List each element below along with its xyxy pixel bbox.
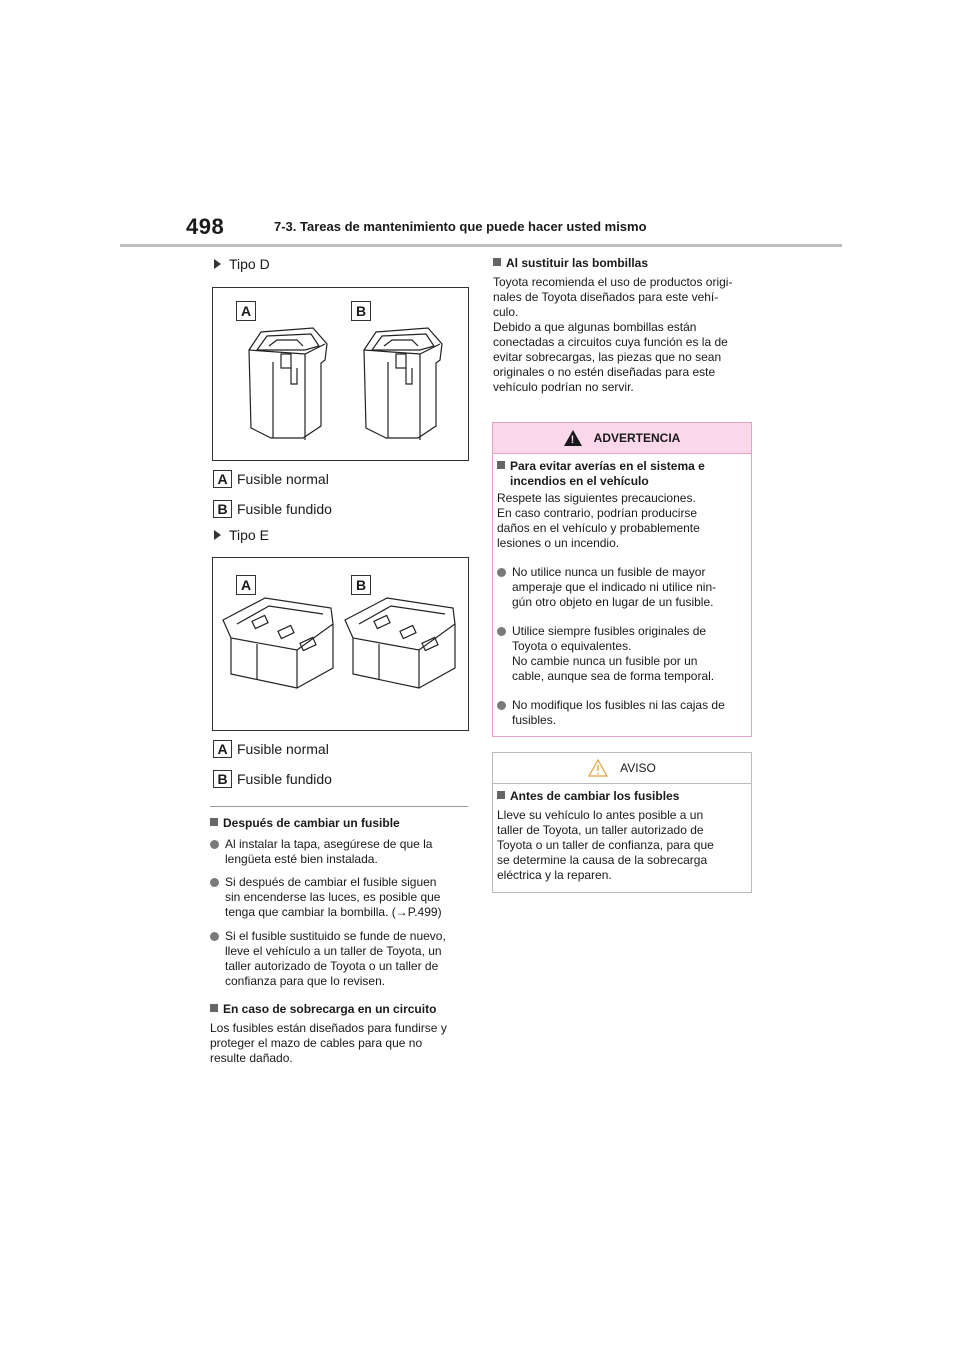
arrow-icon [214, 259, 221, 269]
section-divider [210, 806, 468, 807]
square-bullet-icon [497, 791, 505, 799]
legend-text: Fusible fundido [237, 501, 332, 517]
fuse-e-illustration [213, 558, 468, 730]
warning-heading: Para evitar averías en el sistema e incendios en el vehículo [497, 459, 705, 489]
bullet-dot-icon [497, 568, 506, 577]
warning-intro: Respete las siguientes precauciones. En caso contrario, podrían producirse daños en el vehículo y probablemente lesiones o un incendio. [497, 491, 700, 550]
bullet-dot-icon [210, 840, 219, 849]
square-bullet-icon [497, 461, 505, 469]
legend-type-e-b [213, 770, 332, 788]
warning-bullet-1: No utilice nunca un fusible de mayor amperaje que el indicado ni utilice nin- gún otro objeto en lugar de un fusible. [497, 565, 747, 610]
legend-letter: A [213, 740, 232, 758]
notice-header: AVISO [493, 753, 751, 784]
bulbs-heading: Al sustituir las bombillas [493, 256, 648, 270]
square-bullet-icon [493, 258, 501, 266]
overload-heading: En caso de sobrecarga en un circuito [210, 1002, 436, 1016]
notice-text: Lleve su vehículo lo antes posible a un taller de Toyota, un taller autorizado de Toyota o un taller de confianza, para que se determine la causa de la sobrecarga eléctrica y la reparen. [497, 808, 714, 882]
legend-type-d-a [213, 470, 329, 488]
figure-letter-a: A [236, 301, 256, 321]
legend-letter: B [213, 770, 232, 788]
page-number: 498 [186, 214, 225, 239]
section-title: 7-3. Tareas de mantenimiento que puede hacer usted mismo [274, 219, 647, 234]
notice-heading: Antes de cambiar los fusibles [497, 789, 679, 803]
warning-triangle-icon: ! [564, 430, 582, 446]
caution-triangle-icon [588, 759, 608, 777]
figure-type-e [212, 557, 469, 731]
figure-letter-b: B [351, 575, 371, 595]
bulbs-text: Toyota recomienda el uso de productos origi- nales de Toyota diseñados para este vehí- culo. Debido a que algunas bombillas están conectadas a circuitos cuya función es la de evitar sobrecargas, las piezas que no sean originales o no estén diseñadas para este vehículo podrían no servir. [493, 275, 733, 394]
header-rule [120, 244, 842, 247]
warning-box [492, 422, 752, 737]
arrow-icon [214, 530, 221, 540]
after-change-bullet-3: Si el fusible sustituido se funde de nuevo, lleve el vehículo a un taller de Toyota, un taller autorizado de Toyota o un taller de confianza para que lo revisen. [210, 929, 472, 989]
fuse-d-illustration [213, 288, 468, 460]
square-bullet-icon [210, 1004, 218, 1012]
figure-letter-a: A [236, 575, 256, 595]
bullet-dot-icon [497, 701, 506, 710]
bullet-dot-icon [210, 878, 219, 887]
figure-type-d [212, 287, 469, 461]
legend-text: Fusible fundido [237, 771, 332, 787]
figure-letter-b: B [351, 301, 371, 321]
after-change-bullet-1: Al instalar la tapa, asegúrese de que la lengüeta esté bien instalada. [210, 837, 472, 867]
warning-bullet-2: Utilice siempre fusibles originales de Toyota o equivalentes. No cambie nunca un fusible por un cable, aunque sea de forma temporal. [497, 624, 747, 684]
type-e-label [214, 527, 269, 543]
square-bullet-icon [210, 818, 218, 826]
warning-header: ! ADVERTENCIA [493, 423, 751, 454]
bullet-dot-icon [210, 932, 219, 941]
notice-box [492, 752, 752, 893]
warning-bullet-3: No modifique los fusibles ni las cajas de fusibles. [497, 698, 747, 728]
legend-type-d-b [213, 500, 332, 518]
type-d-label [214, 256, 270, 272]
legend-type-e-a [213, 740, 329, 758]
legend-text: Fusible normal [237, 471, 329, 487]
type-d-text: Tipo D [229, 256, 270, 272]
type-e-text: Tipo E [229, 527, 269, 543]
after-change-bullet-2: Si después de cambiar el fusible siguen sin encenderse las luces, es posible que tenga que cambiar la bombilla. (→P.499) [210, 875, 472, 920]
legend-text: Fusible normal [237, 741, 329, 757]
after-change-heading: Después de cambiar un fusible [210, 816, 400, 830]
legend-letter: A [213, 470, 232, 488]
legend-letter: B [213, 500, 232, 518]
overload-text: Los fusibles están diseñados para fundirse y proteger el mazo de cables para que no resulte dañado. [210, 1021, 447, 1065]
bullet-dot-icon [497, 627, 506, 636]
